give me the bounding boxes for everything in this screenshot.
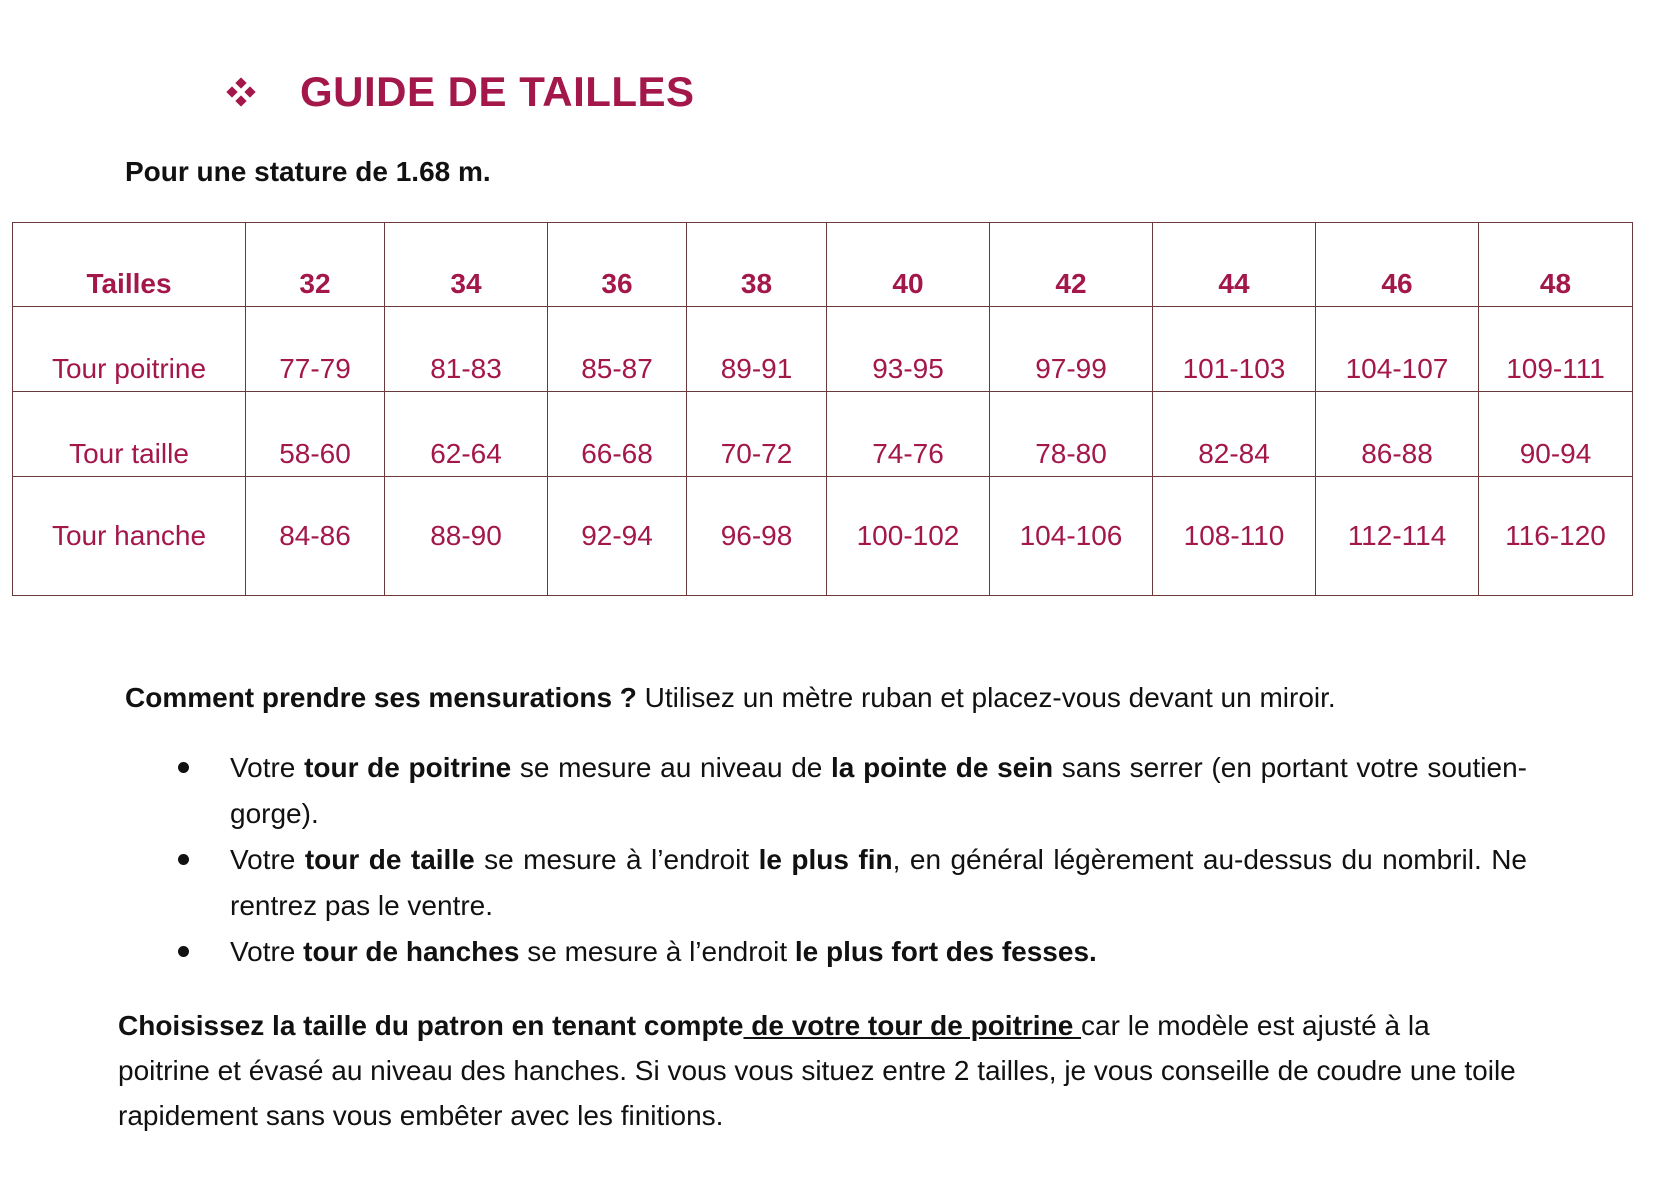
bullet-bold: le plus fort des fesses. <box>794 936 1097 967</box>
table-cell: 85-87 <box>548 307 687 392</box>
bullet-text: se mesure au niveau de <box>511 752 832 783</box>
list-item <box>170 745 1527 837</box>
table-cell: 116-120 <box>1479 477 1633 596</box>
size-header: 48 <box>1479 223 1633 307</box>
table-header-row <box>13 223 1633 307</box>
table-cell: 104-107 <box>1316 307 1479 392</box>
row-label: Tour hanche <box>13 477 246 596</box>
table-cell: 96-98 <box>687 477 827 596</box>
table-cell: 100-102 <box>827 477 990 596</box>
table-cell: 97-99 <box>990 307 1153 392</box>
measure-question: Comment prendre ses mensurations ? <box>125 682 637 713</box>
table-cell: 90-94 <box>1479 392 1633 477</box>
table-cell: 78-80 <box>990 392 1153 477</box>
bullet-text: se mesure à l’endroit <box>474 844 759 875</box>
measure-intro <box>125 675 1545 721</box>
size-header: 32 <box>246 223 385 307</box>
table-cell: 66-68 <box>548 392 687 477</box>
bullet-text: Votre <box>230 844 305 875</box>
stature-note: Pour une stature de 1.68 m. <box>125 156 491 187</box>
table-cell: 77-79 <box>246 307 385 392</box>
table-cell: 108-110 <box>1153 477 1316 596</box>
size-header: 46 <box>1316 223 1479 307</box>
table-cell: 62-64 <box>385 392 548 477</box>
advice-bold: Choisissez la taille du patron en tenant compte <box>118 1010 744 1041</box>
table-cell: 101-103 <box>1153 307 1316 392</box>
table-cell: 84-86 <box>246 477 385 596</box>
list-item <box>170 837 1527 929</box>
table-cell: 93-95 <box>827 307 990 392</box>
row-label: Tour taille <box>13 392 246 477</box>
measure-intro-text: Utilisez un mètre ruban et placez-vous devant un miroir. <box>636 682 1336 713</box>
bullet-bold: tour de poitrine <box>304 752 512 783</box>
table-cell: 104-106 <box>990 477 1153 596</box>
bullet-bold: tour de hanches <box>303 936 520 967</box>
table-cell: 112-114 <box>1316 477 1479 596</box>
measure-list <box>170 745 1527 975</box>
table-cell: 81-83 <box>385 307 548 392</box>
size-header: 36 <box>548 223 687 307</box>
title-row <box>228 68 695 116</box>
size-table <box>12 222 1633 596</box>
advice-underline: de votre tour de poitrine <box>743 1010 1082 1041</box>
size-header: 44 <box>1153 223 1316 307</box>
bullet-bold: le plus fin <box>758 844 893 875</box>
bullet-text: , en général légèrement au-dessus du nombril. Ne rentrez pas le ventre. <box>230 844 1527 921</box>
table-row <box>13 477 1633 596</box>
table-row <box>13 392 1633 477</box>
table-cell: 86-88 <box>1316 392 1479 477</box>
bullet-text: Votre <box>230 936 304 967</box>
bullet-bold: la pointe de sein <box>831 752 1054 783</box>
diamond-bullet-icon <box>228 79 254 105</box>
table-cell: 58-60 <box>246 392 385 477</box>
table-cell: 70-72 <box>687 392 827 477</box>
table-cell: 88-90 <box>385 477 548 596</box>
table-cell: 82-84 <box>1153 392 1316 477</box>
size-header: 38 <box>687 223 827 307</box>
table-cell: 74-76 <box>827 392 990 477</box>
bullet-text: sans serrer (en portant votre soutien-gorge). <box>230 752 1527 829</box>
size-advice <box>118 1003 1528 1138</box>
table-cell: 92-94 <box>548 477 687 596</box>
size-header: 40 <box>827 223 990 307</box>
list-item <box>170 929 1527 975</box>
bullet-text: Votre <box>230 752 305 783</box>
table-cell: 109-111 <box>1479 307 1633 392</box>
advice-rest: car le modèle est ajusté à la poitrine et évasé au niveau des hanches. Si vous vous situez entre 2 tailles, je vous conseille de coudre une toile rapidement sans vous embêter avec les finitions. <box>118 1010 1516 1131</box>
table-row <box>13 307 1633 392</box>
row-label: Tour poitrine <box>13 307 246 392</box>
bullet-text: se mesure à l’endroit <box>519 936 795 967</box>
page-title: GUIDE DE TAILLES <box>300 68 695 115</box>
table-cell: 89-91 <box>687 307 827 392</box>
size-header: 34 <box>385 223 548 307</box>
bullet-bold: tour de taille <box>304 844 475 875</box>
size-header: 42 <box>990 223 1153 307</box>
header-label: Tailles <box>13 223 246 307</box>
